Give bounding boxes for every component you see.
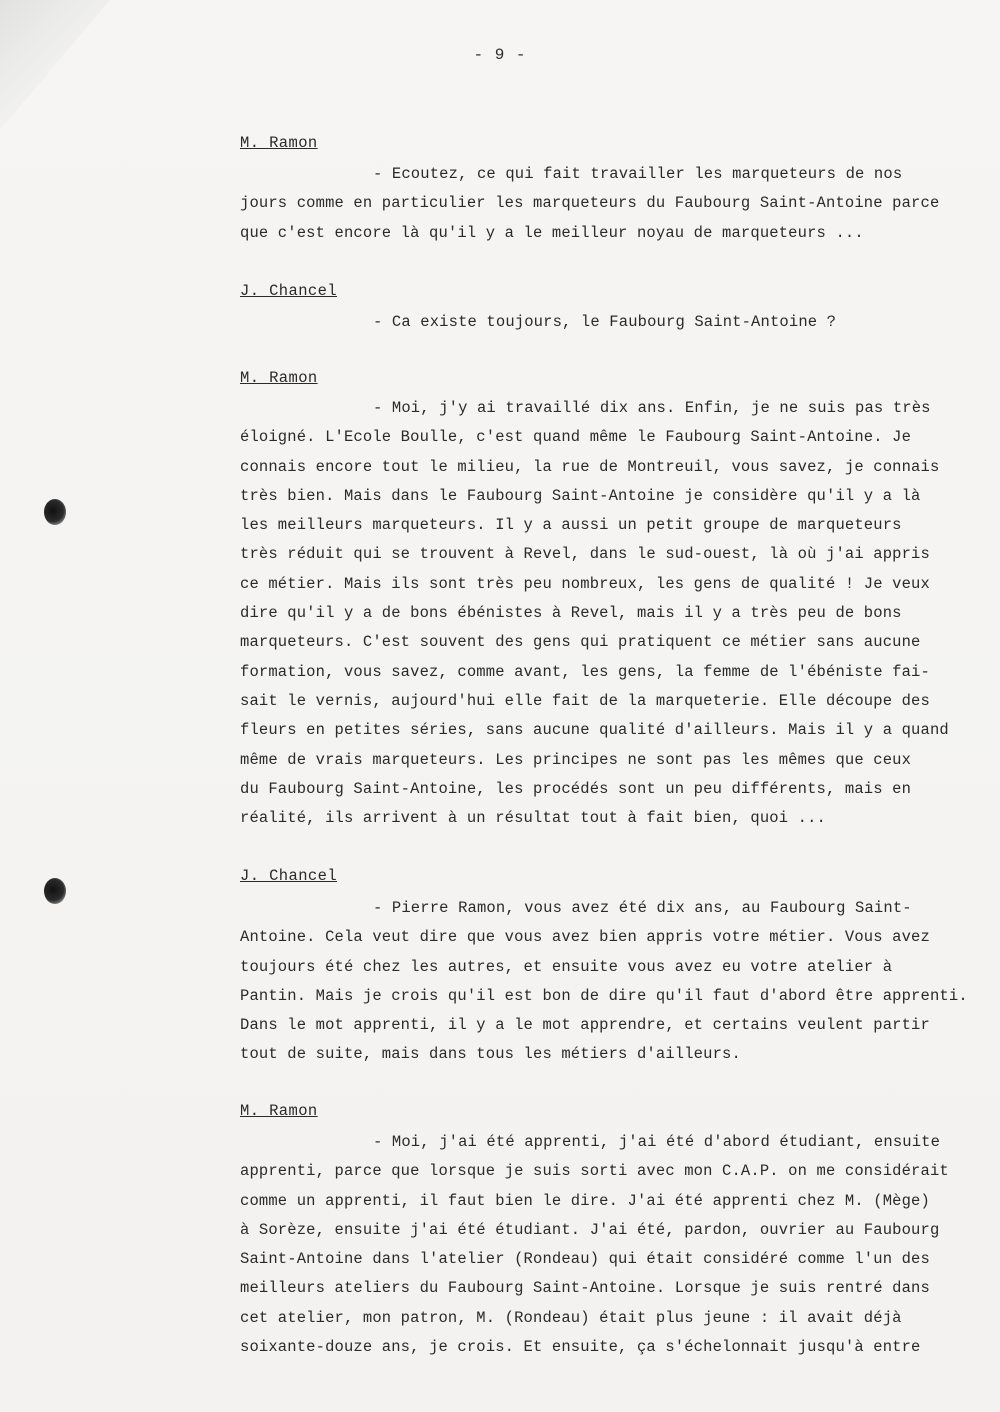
text-line: connais encore tout le milieu, la rue de Montreuil, vous savez, je connais xyxy=(240,457,940,476)
text-line: marqueteurs. C'est souvent des gens qui pratiquent ce métier sans aucune xyxy=(240,633,921,652)
text-line: - Pierre Ramon, vous avez été dix ans, au Faubourg Saint- xyxy=(373,899,912,917)
text-line: éloigné. L'Ecole Boulle, c'est quand même le Faubourg Saint-Antoine. Je xyxy=(240,428,912,447)
text-line: fleurs en petites séries, sans aucune qualité d'ailleurs. Mais il y a quand xyxy=(240,721,949,740)
text-line: meilleurs ateliers du Faubourg Saint-Antoine. Lorsque je suis rentré dans xyxy=(240,1279,930,1298)
text-line: à Sorèze, ensuite j'ai été étudiant. J'ai été, pardon, ouvrier au Faubourg xyxy=(240,1220,940,1239)
text-line: jours comme en particulier les marqueteurs du Faubourg Saint-Antoine parce xyxy=(240,194,940,213)
text-line: très réduit qui se trouvent à Revel, dans le sud-ouest, là où j'ai appris xyxy=(240,545,930,564)
page-number: - 9 - xyxy=(473,46,527,64)
text-line: Dans le mot apprenti, il y a le mot apprendre, et certains veulent partir xyxy=(240,1016,930,1035)
text-line: que c'est encore là qu'il y a le meilleur noyau de marqueteurs ... xyxy=(240,223,864,242)
text-line: dire qu'il y a de bons ébénistes à Revel, mais il y a très peu de bons xyxy=(240,604,902,623)
text-line: formation, vous savez, comme avant, les gens, la femme de l'ébéniste fai- xyxy=(240,662,930,681)
text-line: soixante-douze ans, je crois. Et ensuite, ça s'échelonnait jusqu'à entre xyxy=(240,1338,921,1357)
text-line: Pantin. Mais je crois qu'il est bon de dire qu'il faut d'abord être apprenti. xyxy=(240,986,968,1005)
speaker-name: M. Ramon xyxy=(240,369,318,387)
dialogue-paragraph xyxy=(240,308,980,337)
text-line: tout de suite, mais dans tous les métiers d'ailleurs. xyxy=(240,1045,741,1064)
punch-hole-top xyxy=(44,499,66,525)
text-line: - Moi, j'ai été apprenti, j'ai été d'abord étudiant, ensuite xyxy=(373,1133,941,1151)
text-line: les meilleurs marqueteurs. Il y a aussi un petit groupe de marqueteurs xyxy=(240,516,902,535)
text-line: sait le vernis, aujourd'hui elle fait de la marqueterie. Elle découpe des xyxy=(240,691,930,710)
text-line: même de vrais marqueteurs. Les principes ne sont pas les mêmes que ceux xyxy=(240,750,912,769)
dialogue-paragraph xyxy=(240,1128,980,1362)
text-line: très bien. Mais dans le Faubourg Saint-Antoine je considère qu'il y a là xyxy=(240,486,921,505)
speaker-name: M. Ramon xyxy=(240,134,318,152)
text-line: - Ecoutez, ce qui fait travailler les marqueteurs de nos xyxy=(373,165,903,183)
dialogue-paragraph xyxy=(240,894,980,1070)
text-line: toujours été chez les autres, et ensuite vous avez eu votre atelier à xyxy=(240,957,893,976)
speaker-name: J. Chancel xyxy=(240,867,338,885)
text-line: ce métier. Mais ils sont très peu nombreux, les gens de qualité ! Je veux xyxy=(240,574,930,593)
punch-hole-bottom xyxy=(44,878,66,904)
folded-corner xyxy=(0,0,110,130)
text-line: cet atelier, mon patron, M. (Rondeau) était plus jeune : il avait déjà xyxy=(240,1308,902,1327)
dialogue-paragraph xyxy=(240,394,980,833)
text-line: - Moi, j'y ai travaillé dix ans. Enfin, je ne suis pas très xyxy=(373,399,931,417)
text-line: du Faubourg Saint-Antoine, les procédés sont un peu différents, mais en xyxy=(240,779,912,798)
text-line: Antoine. Cela veut dire que vous avez bien appris votre métier. Vous avez xyxy=(240,928,930,947)
text-line: réalité, ils arrivent à un résultat tout à fait bien, quoi ... xyxy=(240,809,826,828)
text-line: Saint-Antoine dans l'atelier (Rondeau) qui était considéré comme l'un des xyxy=(240,1250,930,1269)
text-line: comme un apprenti, il faut bien le dire. J'ai été apprenti chez M. (Mège) xyxy=(240,1191,930,1210)
dialogue-paragraph xyxy=(240,160,980,248)
text-line: apprenti, parce que lorsque je suis sorti avec mon C.A.P. on me considérait xyxy=(240,1162,949,1181)
text-line: - Ca existe toujours, le Faubourg Saint-Antoine ? xyxy=(373,313,837,331)
speaker-name: M. Ramon xyxy=(240,1102,318,1120)
speaker-name: J. Chancel xyxy=(240,282,338,300)
